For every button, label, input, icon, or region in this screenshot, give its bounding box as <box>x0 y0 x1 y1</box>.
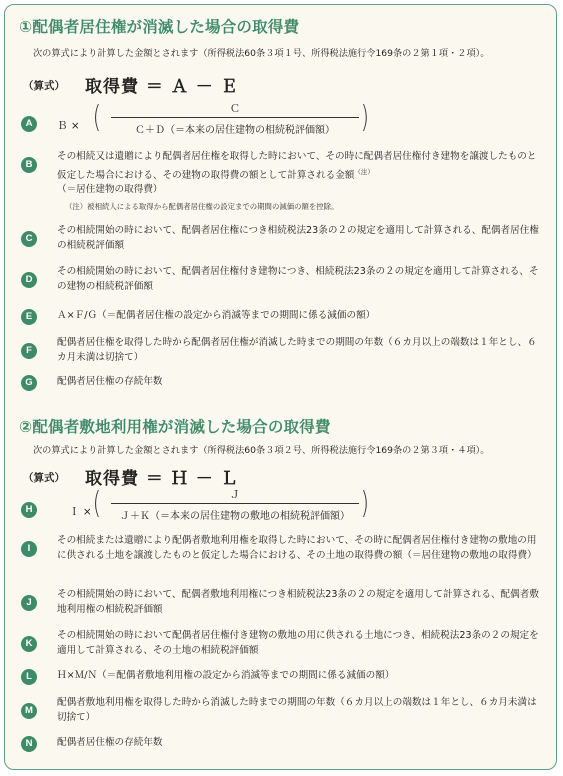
badge-n: N <box>21 736 37 752</box>
section1-formula: 取得費 ＝ Ａ － Ｅ <box>85 77 239 97</box>
badge-i: I <box>21 541 37 557</box>
item-m-text: 配偶者敷地利用権を取得した時から消滅した時までの期間の年数（６カ月以上の端数は１年とし、６カ月未満は切捨て） <box>57 697 537 723</box>
badge-b: B <box>21 157 37 173</box>
left-paren-icon: ( <box>92 486 101 521</box>
badge-c: C <box>21 231 37 247</box>
badge-m: M <box>21 703 37 719</box>
right-paren-icon: ) <box>360 100 369 135</box>
section2-title: ②配偶者敷地利用権が消滅した場合の取得費 <box>19 418 331 436</box>
badge-l: L <box>21 669 37 685</box>
section1-title: ①配偶者居住権が消滅した場合の取得費 <box>19 18 300 36</box>
item-j-text: その相続開始の時において、配偶者敷地利用権につき相続税法23条の２の規定を適用して計算される、配偶者敷地利用権の相続税評価額 <box>57 589 539 615</box>
right-paren-icon: ) <box>360 486 369 521</box>
fraction-bar <box>111 117 359 118</box>
section1-fraction <box>111 101 359 137</box>
item-c-text: その相続開始の時において、配偶者居住権につき相続税法23条の２の規定を適用して計算される、配偶者居住権の相続税評価額 <box>57 225 539 251</box>
fraction-bar <box>111 503 359 504</box>
badge-k: K <box>21 636 37 652</box>
item-d-text: その相続開始の時において、配偶者居住権付き建物につき、相続税法23条の２の規定を適用して計算される、その建物の相続税評価額 <box>57 266 539 292</box>
section1-formula-label: （算式） <box>23 80 65 92</box>
section1-denominator: Ｃ＋Ｄ（＝本来の居住建物の相続税評価額） <box>135 125 335 136</box>
section2-subtitle: 次の算式により計算した金額とされます（所得税法60条３項２号、所得税法施行令169条の２第３項・４項）。 <box>33 445 490 456</box>
section1-fraction-prefix: Ｂ × <box>57 120 80 132</box>
item-b-note: （注）被相続人による取得から配偶者居住権の設定までの期間の減価の額を控除。 <box>65 202 339 211</box>
section2-formula: 取得費 ＝ Ｈ － Ｌ <box>85 469 239 489</box>
section1-numerator: Ｃ <box>229 103 241 115</box>
section2-fraction-prefix: Ｉ × <box>69 506 92 518</box>
section1-subtitle: 次の算式により計算した金額とされます（所得税法60条３項１号、所得税法施行令169条の２第１項・２項）。 <box>33 48 490 59</box>
badge-a: A <box>21 116 37 132</box>
badge-e: E <box>21 309 37 325</box>
item-i-text: その相続または遺贈により配偶者敷地利用権を取得した時において、その時に配偶者居住権付き建物の敷地の用に供される土地を譲渡したものと仮定した場合における、その土地の取得費の額（＝居住建物の敷地の取得費） <box>57 535 537 561</box>
badge-d: D <box>21 272 37 288</box>
section2-denominator: Ｊ＋Ｋ（＝本来の居住建物の敷地の相続税評価額） <box>120 511 350 522</box>
section2-fraction <box>111 487 359 523</box>
item-e-text: Ａ×Ｆ/Ｇ（＝配偶者居住権の設定から消滅等までの期間に係る減価の額） <box>57 310 376 321</box>
section2-numerator: Ｊ <box>229 489 241 501</box>
explanation-panel <box>4 4 557 770</box>
badge-f: F <box>21 343 37 359</box>
item-k-text: その相続開始の時において配偶者居住権付き建物の敷地の用に供される土地につき、相続税法23条の２の規定を適用して計算される、その土地の相続税評価額 <box>57 630 539 656</box>
section2-formula-label: （算式） <box>23 472 65 484</box>
item-l-text: Ｈ×Ｍ/Ｎ（＝配偶者敷地利用権の設定から消滅等までの期間に係る減価の額） <box>57 670 395 681</box>
badge-j: J <box>21 595 37 611</box>
badge-g: G <box>21 375 37 391</box>
item-n-text: 配偶者居住権の存続年数 <box>57 737 163 748</box>
item-b-text: その相続又は遺贈により配偶者居住権を取得した時において、その時に配偶者居住権付き建物を譲渡したものと仮定した場合における、その建物の取得費の額として計算される金額$^{(注)}$ （＝居住建物の取得費） <box>57 151 537 196</box>
item-f-text: 配偶者居住権を取得した時から配偶者居住権が消滅した時までの期間の年数（６カ月以上の端数は１年とし、６カ月未満は切捨て） <box>57 337 537 363</box>
badge-h: H <box>21 502 37 518</box>
item-g-text: 配偶者居住権の存続年数 <box>57 376 163 387</box>
left-paren-icon: ( <box>92 100 101 135</box>
